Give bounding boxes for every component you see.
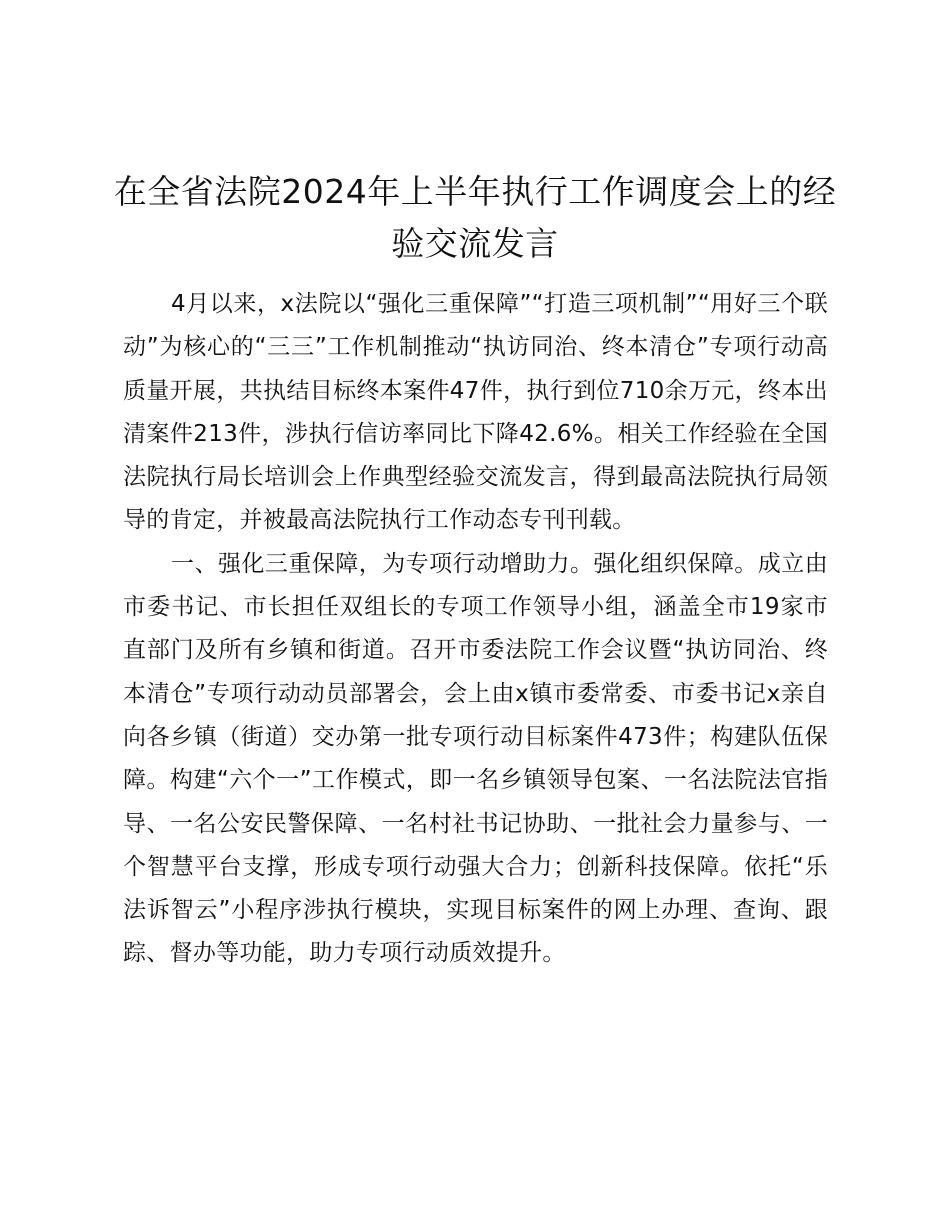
paragraph-section-one: 一、强化三重保障，为专项行动增助力。强化组织保障。成立由市委书记、市长担任双组长的专项工作领导小组，涵盖全市19家市直部门及所有乡镇和街道。召开市委法院工作会议暨“执访同治、终本清仓”专项行动动员部署会，会上由x镇市委常委、市委书记x亲自向各乡镇（街道）交办第一批专项行动目标案件473件；构建队伍保障。构建“六个一”工作模式，即一名乡镇领导包案、一名法院法官指导、一名公安民警保障、一名村社书记协助、一批社会力量参与、一个智慧平台支撑，形成专项行动强大合力；创新科技保障。依托“乐法诉智云”小程序涉执行模块，实现目标案件的网上办理、查询、跟踪、督办等功能，助力专项行动质效提升。	[123, 550, 828, 967]
paragraph-intro: 4月以来，x法院以“强化三重保障”“打造三项机制”“用好三个联动”为核心的“三三”工作机制推动“执访同治、终本清仓”专项行动高质量开展，共执结目标终本案件47件，执行到位710余万元，终本出清案件213件，涉执行信访率同比下降42.6%。相关工作经验在全国法院执行局长培训会上作典型经验交流发言，得到最高法院执行局领导的肯定，并被最高法院执行工作动态专刊刊载。	[123, 291, 828, 534]
document-body	[123, 283, 828, 976]
document-title: 在全省法院2024年上半年执行工作调度会上的经验交流发言	[113, 172, 837, 263]
